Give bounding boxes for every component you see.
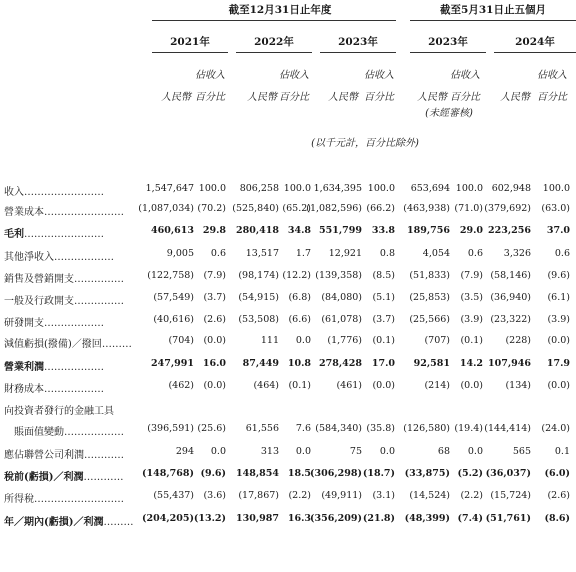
table-cell-amount: (134)	[505, 380, 531, 391]
table-cell-percent: (3.1)	[372, 490, 395, 501]
row-label	[4, 446, 124, 461]
table-cell-amount: 653,694	[410, 183, 450, 194]
table-cell-percent: (0.0)	[203, 380, 226, 391]
table-cell-amount: 111	[260, 335, 279, 346]
table-cell-amount: (61,078)	[321, 314, 362, 325]
row-label-text: 向投資者發行的金融工具	[4, 406, 114, 417]
row-leader-dots: ………………	[44, 318, 104, 329]
table-cell-amount: 602,948	[491, 183, 531, 194]
row-label-text: 稅前(虧損)／利潤	[4, 472, 84, 483]
table-cell-percent: (25.6)	[197, 423, 226, 434]
table-cell-percent: 100.0	[283, 183, 311, 194]
table-cell-amount: (525,840)	[232, 203, 279, 214]
table-cell-percent: (6.0)	[544, 468, 570, 479]
table-cell-amount: (704)	[168, 335, 194, 346]
row-label-text: 財務成本	[4, 384, 44, 395]
table-cell-percent: 34.8	[287, 225, 311, 236]
table-cell-amount: 313	[260, 446, 279, 457]
row-label	[4, 402, 114, 417]
year-rule	[236, 52, 312, 53]
table-cell-percent: 16.0	[202, 358, 226, 369]
table-cell-amount: 189,756	[407, 225, 450, 236]
table-cell-amount: (139,358)	[315, 270, 362, 281]
row-leader-dots: …………	[84, 450, 124, 461]
table-cell-percent: 17.0	[371, 358, 395, 369]
table-cell-amount: (55,437)	[153, 490, 194, 501]
table-cell-percent: (6.1)	[547, 292, 570, 303]
table-cell-percent: 0.6	[210, 248, 226, 259]
row-leader-dots: ………………	[64, 427, 124, 438]
table-cell-percent: (3.7)	[372, 314, 395, 325]
table-cell-amount: 1,547,647	[145, 183, 194, 194]
table-cell-amount: (36,940)	[490, 292, 531, 303]
table-cell-amount: 294	[175, 446, 194, 457]
table-cell-percent: (0.1)	[372, 335, 395, 346]
table-cell-percent: 29.0	[459, 225, 483, 236]
table-cell-amount: 148,854	[236, 468, 279, 479]
year-header-2023: 2023年	[338, 36, 378, 48]
table-cell-amount: (25,853)	[409, 292, 450, 303]
table-cell-percent: 29.8	[202, 225, 226, 236]
table-cell-amount: 223,256	[488, 225, 531, 236]
table-cell-percent: (7.9)	[203, 270, 226, 281]
table-cell-percent: (0.0)	[203, 335, 226, 346]
table-cell-percent: 100.0	[198, 183, 226, 194]
row-label-text: 營業利潤	[4, 362, 44, 373]
row-label-text: 銷售及營銷開支	[4, 274, 74, 285]
table-cell-amount: (15,724)	[490, 490, 531, 501]
table-cell-amount: (464)	[253, 380, 279, 391]
row-label	[4, 248, 114, 263]
table-cell-amount: 1,634,395	[313, 183, 362, 194]
table-cell-percent: (70.2)	[197, 203, 226, 214]
table-cell-amount: (49,911)	[321, 490, 362, 501]
pct-subheader-bottom: 百分比	[450, 92, 480, 103]
row-label-text: 毛利	[4, 229, 24, 240]
table-cell-amount: 460,613	[151, 225, 194, 236]
row-leader-dots: ……………………	[24, 187, 104, 198]
table-cell-amount: 4,054	[422, 248, 450, 259]
table-cell-percent: (18.7)	[362, 468, 395, 479]
table-cell-amount: (228)	[505, 335, 531, 346]
table-cell-amount: 565	[512, 446, 531, 457]
table-cell-amount: 3,326	[503, 248, 531, 259]
table-cell-amount: (17,867)	[238, 490, 279, 501]
table-cell-percent: (8.6)	[544, 513, 570, 524]
table-cell-percent: 0.8	[379, 248, 395, 259]
table-cell-amount: 87,449	[242, 358, 279, 369]
table-cell-percent: 7.6	[295, 423, 311, 434]
table-cell-percent: (3.9)	[547, 314, 570, 325]
table-cell-amount: 107,946	[488, 358, 531, 369]
table-cell-percent: (7.4)	[457, 513, 483, 524]
row-label	[4, 513, 133, 528]
table-cell-amount: (584,340)	[315, 423, 362, 434]
table-cell-amount: (33,875)	[404, 468, 450, 479]
table-cell-amount: (25,566)	[409, 314, 450, 325]
pct-subheader-bottom: 百分比	[279, 92, 309, 103]
table-cell-amount: (379,692)	[484, 203, 531, 214]
table-cell-amount: 12,921	[328, 248, 362, 259]
table-cell-percent: 37.0	[546, 225, 570, 236]
table-cell-percent: (5.2)	[457, 468, 483, 479]
pct-subheader-bottom: 百分比	[364, 92, 394, 103]
table-cell-percent: 33.8	[371, 225, 395, 236]
year-rule	[320, 52, 396, 53]
row-leader-dots: ……………………	[44, 207, 124, 218]
pct-subheader-top: 佔收入	[279, 70, 309, 81]
table-cell-percent: 0.0	[295, 446, 311, 457]
unit-note: (以千元計，百分比除外)	[311, 138, 419, 149]
row-label	[4, 423, 124, 438]
rmb-subheader: 人民幣	[500, 92, 530, 103]
year-header-2024: 2024年	[515, 36, 555, 48]
row-label-text: 營業成本	[4, 207, 44, 218]
table-cell-amount: 806,258	[239, 183, 279, 194]
table-cell-percent: (19.4)	[454, 423, 483, 434]
table-cell-percent: (66.2)	[366, 203, 395, 214]
year-rule	[494, 52, 576, 53]
table-cell-amount: (51,833)	[409, 270, 450, 281]
table-cell-percent: (5.1)	[372, 292, 395, 303]
table-cell-percent: (2.2)	[288, 490, 311, 501]
unaudited-note: (未經審核)	[425, 108, 473, 119]
table-cell-percent: (6.6)	[288, 314, 311, 325]
pct-subheader-top: 佔收入	[195, 70, 225, 81]
table-cell-percent: (0.0)	[547, 335, 570, 346]
table-cell-percent: 0.0	[210, 446, 226, 457]
rmb-subheader: 人民幣	[247, 92, 277, 103]
table-cell-percent: 10.8	[287, 358, 311, 369]
group-rule-five-months	[410, 20, 576, 21]
row-label-text: 應佔聯營公司利潤	[4, 450, 84, 461]
table-cell-percent: (0.0)	[372, 380, 395, 391]
table-cell-amount: (57,549)	[153, 292, 194, 303]
table-cell-percent: 0.0	[467, 446, 483, 457]
table-cell-amount: 280,418	[236, 225, 279, 236]
table-cell-percent: 1.7	[295, 248, 311, 259]
table-cell-amount: (58,146)	[490, 270, 531, 281]
table-cell-percent: (3.6)	[203, 490, 226, 501]
table-cell-percent: (3.7)	[203, 292, 226, 303]
table-cell-percent: 0.6	[467, 248, 483, 259]
table-cell-amount: (40,616)	[153, 314, 194, 325]
table-cell-amount: (53,508)	[238, 314, 279, 325]
table-cell-amount: (306,298)	[310, 468, 362, 479]
table-cell-amount: (396,591)	[147, 423, 194, 434]
row-label	[4, 380, 104, 395]
table-cell-amount: 61,556	[245, 423, 279, 434]
table-cell-amount: (98,174)	[238, 270, 279, 281]
row-leader-dots: …………	[83, 472, 124, 483]
row-leader-dots: ……………	[74, 274, 124, 285]
table-cell-amount: (48,399)	[404, 513, 450, 524]
table-cell-percent: (24.0)	[541, 423, 570, 434]
row-label	[4, 314, 104, 329]
table-cell-percent: (3.5)	[460, 292, 483, 303]
rmb-subheader: 人民幣	[161, 92, 191, 103]
table-cell-percent: (0.0)	[460, 380, 483, 391]
table-cell-percent: (21.8)	[362, 513, 395, 524]
table-cell-percent: 0.6	[554, 248, 570, 259]
table-cell-amount: 278,428	[319, 358, 362, 369]
pct-subheader-bottom: 百分比	[537, 92, 567, 103]
table-cell-percent: 100.0	[367, 183, 395, 194]
table-cell-percent: (6.8)	[288, 292, 311, 303]
pct-subheader-top: 佔收入	[537, 70, 567, 81]
table-cell-percent: (9.6)	[547, 270, 570, 281]
table-cell-percent: (0.0)	[547, 380, 570, 391]
table-cell-amount: (144,414)	[484, 423, 531, 434]
table-cell-percent: (35.8)	[366, 423, 395, 434]
row-label-text: 一般及行政開支	[4, 296, 74, 307]
table-cell-amount: 9,005	[166, 248, 194, 259]
row-leader-dots: ……………	[74, 296, 124, 307]
table-cell-amount: (23,322)	[490, 314, 531, 325]
table-cell-amount: (463,938)	[403, 203, 450, 214]
row-label-text: 減值虧損(撥備)／撥回	[4, 339, 102, 350]
group-header-years: 截至12月31日止年度	[228, 4, 332, 16]
row-leader-dots: ……………………	[24, 229, 104, 240]
table-cell-percent: (0.1)	[460, 335, 483, 346]
row-label-text: 其他淨收入	[4, 252, 54, 263]
table-cell-amount: (356,209)	[310, 513, 362, 524]
table-cell-percent: 0.1	[554, 446, 570, 457]
row-label-text: 年／期內(虧損)／利潤	[4, 517, 104, 528]
row-label	[4, 292, 124, 307]
table-cell-amount: 68	[437, 446, 450, 457]
table-cell-amount: (36,037)	[485, 468, 531, 479]
table-cell-percent: 100.0	[455, 183, 483, 194]
row-label	[4, 468, 123, 483]
table-cell-amount: (51,761)	[485, 513, 531, 524]
rmb-subheader: 人民幣	[417, 92, 447, 103]
row-leader-dots: ………………	[44, 362, 104, 373]
table-cell-percent: 100.0	[542, 183, 570, 194]
table-cell-amount: (462)	[168, 380, 194, 391]
row-label	[4, 183, 104, 198]
year-header-2021: 2021年	[170, 36, 210, 48]
year-rule	[410, 52, 486, 53]
pct-subheader-top: 佔收入	[450, 70, 480, 81]
table-cell-amount: (126,580)	[403, 423, 450, 434]
table-cell-percent: (2.2)	[460, 490, 483, 501]
row-leader-dots: ………………	[54, 252, 114, 263]
table-cell-percent: (7.9)	[460, 270, 483, 281]
table-cell-amount: (707)	[424, 335, 450, 346]
table-cell-amount: (14,524)	[409, 490, 450, 501]
table-cell-amount: (461)	[336, 380, 362, 391]
table-cell-amount: (1,776)	[327, 335, 362, 346]
year-rule	[152, 52, 228, 53]
row-label-text: 賬面值變動	[4, 427, 64, 438]
row-label	[4, 490, 124, 505]
table-cell-amount: 247,991	[151, 358, 194, 369]
row-leader-dots: ………………	[44, 384, 104, 395]
table-cell-percent: (2.6)	[203, 314, 226, 325]
table-cell-percent: (65.2)	[282, 203, 311, 214]
table-cell-amount: 92,581	[413, 358, 450, 369]
row-label-text: 收入	[4, 187, 24, 198]
table-cell-percent: 0.0	[295, 335, 311, 346]
table-cell-percent: 14.2	[459, 358, 483, 369]
row-leader-dots: ………	[103, 517, 134, 528]
row-label-text: 所得稅	[4, 494, 34, 505]
table-cell-percent: (13.2)	[193, 513, 226, 524]
table-cell-amount: (148,768)	[142, 468, 194, 479]
year-header-2022: 2022年	[254, 36, 294, 48]
row-label	[4, 203, 124, 218]
table-cell-percent: 17.9	[546, 358, 570, 369]
row-label	[4, 270, 124, 285]
pct-subheader-bottom: 百分比	[195, 92, 225, 103]
table-cell-percent: 0.0	[379, 446, 395, 457]
group-header-five-months: 截至5月31日止五個月	[440, 4, 546, 16]
table-cell-amount: (84,080)	[321, 292, 362, 303]
table-cell-percent: 18.5	[287, 468, 311, 479]
table-cell-amount: (1,082,596)	[306, 203, 362, 214]
group-rule-years	[152, 20, 396, 21]
table-cell-percent: (8.5)	[372, 270, 395, 281]
table-cell-percent: (0.1)	[288, 380, 311, 391]
table-cell-amount: (1,087,034)	[138, 203, 194, 214]
table-cell-percent: (3.9)	[460, 314, 483, 325]
table-cell-percent: (9.6)	[200, 468, 226, 479]
table-cell-percent: (63.0)	[541, 203, 570, 214]
table-cell-amount: (214)	[424, 380, 450, 391]
row-leader-dots: ………………………	[34, 494, 124, 505]
pct-subheader-top: 佔收入	[364, 70, 394, 81]
table-cell-percent: (12.2)	[282, 270, 311, 281]
table-cell-amount: 130,987	[236, 513, 279, 524]
row-label	[4, 335, 132, 350]
rmb-subheader: 人民幣	[328, 92, 358, 103]
table-cell-amount: 551,799	[319, 225, 362, 236]
table-cell-amount: 75	[349, 446, 362, 457]
table-cell-amount: (122,758)	[147, 270, 194, 281]
table-cell-percent: (71.0)	[454, 203, 483, 214]
row-label	[4, 225, 104, 240]
table-cell-amount: (54,915)	[238, 292, 279, 303]
table-cell-amount: (204,205)	[142, 513, 194, 524]
year-header-2023-five-months: 2023年	[428, 36, 468, 48]
table-cell-percent: 16.3	[287, 513, 311, 524]
table-cell-amount: 13,517	[245, 248, 279, 259]
row-leader-dots: ………	[101, 339, 132, 350]
row-label-text: 研發開支	[4, 318, 44, 329]
row-label	[4, 358, 104, 373]
table-cell-percent: (2.6)	[547, 490, 570, 501]
